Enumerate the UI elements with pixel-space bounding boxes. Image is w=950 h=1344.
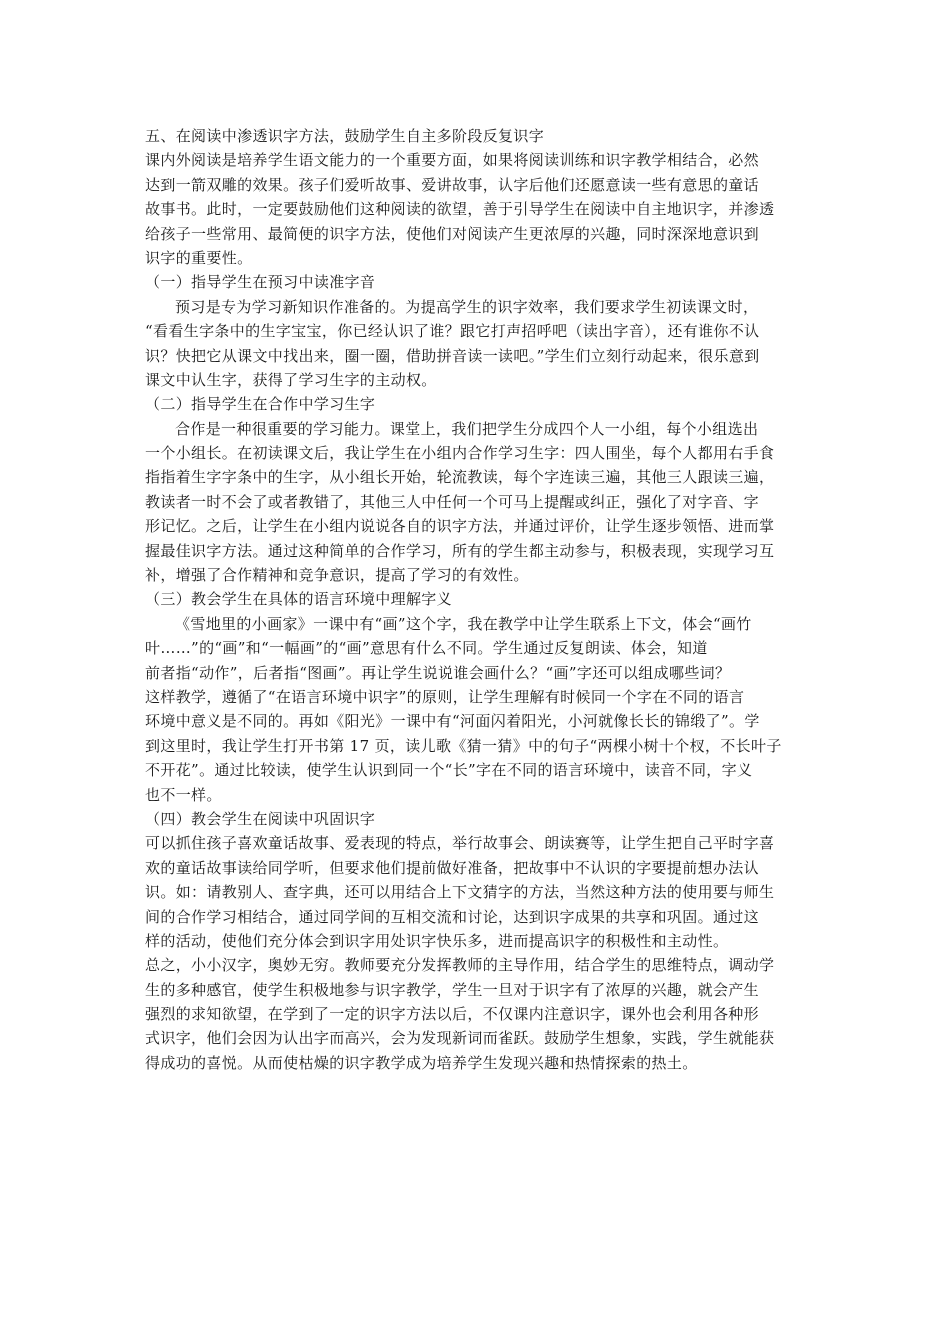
document-page [145,124,823,1075]
paragraph-line: 环境中意义是不同的。再如《阳光》一课中有“河面闪着阳光，小河就像长长的锦缎了”。学 [145,712,760,731]
subsection-3-paragraph [145,612,823,807]
paragraph-line: 到这里时，我让学生打开书第 17 页，读儿歌《猜一猜》中的句子“两棵小树十个杈，不长叶子 [145,736,782,755]
paragraph-line: 形记忆。之后，让学生在小组内说说各自的识字方法，并通过评价，让学生逐步领悟、进而掌 [145,517,775,536]
intro-paragraph [145,148,823,270]
subsection-4-paragraph [145,831,823,953]
subsection-2-paragraph [145,417,823,588]
paragraph-line: 强烈的求知欲望，在学到了一定的识字方法以后，不仅课内注意识字，课外也会利用各种形 [145,1005,760,1024]
paragraph-line: “看看生字条中的生字宝宝，你已经认识了谁？跟它打声招呼吧（读出字音），还有谁你不认 [145,322,760,341]
paragraph-line: 这样教学，遵循了“在语言环境中识字”的原则，让学生理解有时候同一个字在不同的语言 [145,687,745,706]
paragraph-line: 叶……”的“画”和“一幅画”的“画”意思有什么不同。学生通过反复朗读、体会，知道 [145,639,708,658]
paragraph-line: 欢的童话故事读给同学听，但要求他们提前做好准备，把故事中不认识的字要提前想办法认 [145,858,760,877]
paragraph-line: 也不一样。 [145,785,222,804]
paragraph-line: 握最佳识字方法。通过这种简单的合作学习，所有的学生都主动参与，积极表现，实现学习互 [145,541,775,560]
paragraph-line: 间的合作学习相结合，通过同学间的互相交流和讨论，达到识字成果的共享和巩固。通过这 [145,907,760,926]
paragraph-line: 给孩子一些常用、最简便的识字方法，使他们对阅读产生更浓厚的兴趣，同时深深地意识到 [145,224,760,243]
paragraph-line: 达到一箭双雕的效果。孩子们爱听故事、爱讲故事，认字后他们还愿意读一些有意思的童话 [145,175,760,194]
paragraph-line: 教读者一时不会了或者教错了，其他三人中任何一个可马上提醒或纠正，强化了对字音、字 [145,492,760,511]
paragraph-line: 预习是专为学习新知识作准备的。为提高学生的识字效率，我们要求学生初读课文时， [175,297,759,316]
paragraph-line: 识。如：请教别人、查字典，还可以用结合上下文猜字的方法，当然这种方法的使用要与师生 [145,883,775,902]
paragraph-line: 可以抓住孩子喜欢童话故事、爱表现的特点，举行故事会、朗读赛等，让学生把自己平时字喜 [145,834,775,853]
paragraph-line: 课内外阅读是培养学生语文能力的一个重要方面，如果将阅读训练和识字教学相结合，必然 [145,151,760,170]
paragraph-line: 课文中认生字，获得了学习生字的主动权。 [145,370,437,389]
conclusion-paragraph [145,953,823,1075]
paragraph-line: 《雪地里的小画家》一课中有“画”这个字，我在教学中让学生联系上下文，体会“画竹 [175,614,752,633]
subsection-heading-3: （三）教会学生在具体的语言环境中理解字义 [145,590,453,609]
paragraph-line: 不开花”。通过比较读，使学生认识到同一个“长”字在不同的语言环境中，读音不同，字义 [145,761,753,780]
subsection-1-paragraph [145,295,823,393]
paragraph-line: 指指着生字字条中的生字，从小组长开始，轮流教读，每个字连读三遍，其他三人跟读三遍， [145,468,775,487]
paragraph-line: 故事书。此时，一定要鼓励他们这种阅读的欲望，善于引导学生在阅读中自主地识字，并渗透 [145,200,775,219]
paragraph-line: 一个小组长。在初读课文后，我让学生在小组内合作学习生字：四人围坐，每个人都用右手食 [145,444,775,463]
paragraph-line: 识？快把它从课文中找出来，圈一圈，借助拼音读一读吧。”学生们立刻行动起来，很乐意到 [145,346,760,365]
section-title: 五、在阅读中渗透识字方法，鼓励学生自主多阶段反复识字 [145,127,545,145]
paragraph-line: 总之，小小汉字，奥妙无穷。教师要充分发挥教师的主导作用，结合学生的思维特点，调动学 [145,956,775,975]
subsection-heading-4: （四）教会学生在阅读中巩固识字 [145,809,376,828]
paragraph-line: 识字的重要性。 [145,248,253,267]
subsection-heading-2: （二）指导学生在合作中学习生字 [145,395,376,414]
paragraph-line: 合作是一种很重要的学习能力。课堂上，我们把学生分成四个人一小组，每个小组选出 [175,419,759,438]
paragraph-line: 前者指“动作”，后者指“图画”。再让学生说说谁会画什么？“画”字还可以组成哪些词？ [145,663,731,682]
paragraph-line: 式识字，他们会因为认出字而高兴，会为发现新词而雀跃。鼓励学生想象，实践，学生就能获 [145,1029,775,1048]
paragraph-line: 样的活动，使他们充分体会到识字用处识字快乐多，进而提高识字的积极性和主动性。 [145,931,729,950]
subsection-heading-1: （一）指导学生在预习中读准字音 [145,273,376,292]
paragraph-line: 生的多种感官，使学生积极地参与识字教学，学生一旦对于识字有了浓厚的兴趣，就会产生 [145,980,760,999]
paragraph-line: 补，增强了合作精神和竞争意识，提高了学习的有效性。 [145,566,529,585]
paragraph-line: 得成功的喜悦。从而使枯燥的识字教学成为培养学生发现兴趣和热情探索的热土。 [145,1053,698,1072]
